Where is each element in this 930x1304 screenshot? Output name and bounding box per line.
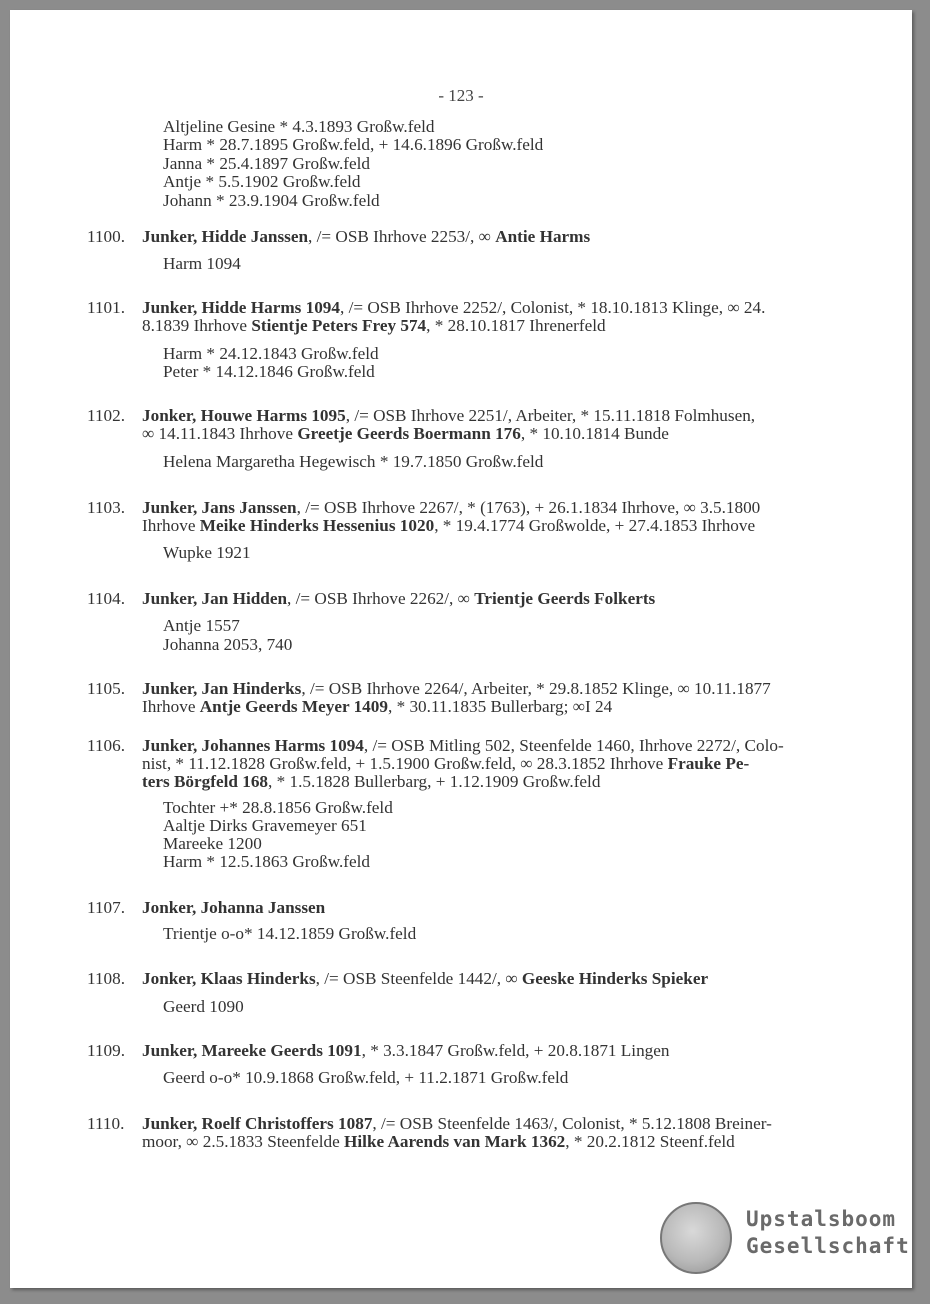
person-name: Junker, Hidde Harms 1094 xyxy=(142,298,340,317)
person-name: Junker, Jan Hidden xyxy=(142,589,288,608)
logo-line-2: Gesellschaft xyxy=(746,1234,910,1258)
entry-number: 1108. xyxy=(87,969,126,988)
entry-number: 1105. xyxy=(87,679,126,698)
entry-line xyxy=(142,228,590,246)
entry-line xyxy=(142,590,655,608)
person-name: Stientje Peters Frey 574 xyxy=(251,316,427,336)
entry-number: 1104. xyxy=(87,589,126,608)
person-name: Jonker, Johanna Janssen xyxy=(142,898,326,917)
entry-line xyxy=(142,755,749,773)
person-name: Jonker, Klaas Hinderks xyxy=(142,969,316,988)
entry-line xyxy=(142,1115,772,1133)
person-name: Junker, Hidde Janssen xyxy=(142,227,309,246)
entry-text: , * 10.10.1814 Bunde xyxy=(520,424,669,444)
child-line: Mareeke 1200 xyxy=(163,834,262,853)
entry-text: ∞ 14.11.1843 Ihrhove xyxy=(142,424,298,444)
entry-text: , /= OSB Ihrhove 2251/, Arbeiter, * 15.11.1818 Folmhusen, xyxy=(345,406,756,425)
entry-line xyxy=(142,425,669,443)
entry-text: , * 1.5.1828 Bullerbarg, + 1.12.1909 Großw.feld xyxy=(268,772,601,792)
entry-number: 1100. xyxy=(87,227,126,246)
entry-text: Ihrhove xyxy=(142,697,200,717)
document-page xyxy=(10,10,912,1288)
child-line: Harm 1094 xyxy=(163,254,241,273)
entry-line xyxy=(142,698,612,716)
entry-text: , /= OSB Steenfelde 1463/, Colonist, * 5.12.1808 Breiner- xyxy=(372,1114,772,1133)
child-line: Geerd 1090 xyxy=(163,997,244,1016)
person-name: Meike Hinderks Hessenius 1020 xyxy=(199,516,435,536)
entry-text: , /= OSB Mitling 502, Steenfelde 1460, Ihrhove 2272/, Colo- xyxy=(363,736,784,755)
child-line: Altjeline Gesine * 4.3.1893 Großw.feld xyxy=(163,117,435,136)
person-name: Junker, Johannes Harms 1094 xyxy=(142,736,364,755)
entry-number: 1106. xyxy=(87,736,126,755)
page-number: - 123 - xyxy=(438,86,484,105)
entry-text: , /= OSB Ihrhove 2253/, ∞ xyxy=(308,227,496,246)
entry-text: , /= OSB Ihrhove 2262/, ∞ xyxy=(287,589,475,608)
child-line: Geerd o-o* 10.9.1868 Großw.feld, + 11.2.1871 Großw.feld xyxy=(163,1068,569,1087)
child-line: Antje * 5.5.1902 Großw.feld xyxy=(163,172,361,192)
person-name: Junker, Mareeke Geerds 1091 xyxy=(142,1041,362,1060)
entry-text: nist, * 11.12.1828 Großw.feld, + 1.5.1900 Großw.feld, ∞ 28.3.1852 Ihrhove xyxy=(142,754,668,774)
entry-text: , * 30.11.1835 Bullerbarg; ∞I 24 xyxy=(387,697,613,717)
entry-text: , * 20.2.1812 Steenf.feld xyxy=(565,1132,735,1152)
child-line: Harm * 24.12.1843 Großw.feld xyxy=(163,344,379,363)
entry-text: , * 19.4.1774 Großwolde, + 27.4.1853 Ihrhove xyxy=(434,516,756,536)
entry-text: , * 3.3.1847 Großw.feld, + 20.8.1871 Lingen xyxy=(361,1041,670,1060)
entry-text: Ihrhove xyxy=(142,516,200,536)
entry-text: , /= OSB Ihrhove 2252/, Colonist, * 18.10.1813 Klinge, ∞ 24. xyxy=(340,298,766,317)
child-line: Antje 1557 xyxy=(163,616,240,635)
entry-text: , * 28.10.1817 Ihrenerfeld xyxy=(426,316,606,336)
seal-icon xyxy=(660,1202,732,1274)
entry-line xyxy=(142,773,600,791)
entry-line xyxy=(142,1133,735,1151)
person-name: Greetje Geerds Boermann 176 xyxy=(297,424,521,444)
person-name: Hilke Aarends van Mark 1362 xyxy=(344,1132,566,1152)
entry-line xyxy=(142,517,755,535)
entry-text: , /= OSB Ihrhove 2264/, Arbeiter, * 29.8.1852 Klinge, ∞ 10.11.1877 xyxy=(301,679,771,698)
entry-number: 1110. xyxy=(87,1114,125,1133)
entry-line xyxy=(142,1042,669,1060)
entry-text: moor, ∞ 2.5.1833 Steenfelde xyxy=(142,1132,345,1152)
person-name: Geeske Hinderks Spieker xyxy=(521,969,709,988)
entry-line xyxy=(142,680,771,698)
child-line: Harm * 28.7.1895 Großw.feld, + 14.6.1896 Großw.feld xyxy=(163,135,544,155)
child-line: Janna * 25.4.1897 Großw.feld xyxy=(163,153,371,173)
person-name: Jonker, Houwe Harms 1095 xyxy=(142,406,346,425)
child-line: Harm * 12.5.1863 Großw.feld xyxy=(163,852,371,871)
child-line: Helena Margaretha Hegewisch * 19.7.1850 Großw.feld xyxy=(163,452,544,471)
person-name: Antie Harms xyxy=(495,227,591,246)
entry-text: , /= OSB Steenfelde 1442/, ∞ xyxy=(315,969,522,988)
entry-line xyxy=(142,317,606,335)
entry-line xyxy=(142,970,708,988)
person-name: Junker, Jan Hinderks xyxy=(142,679,302,698)
entry-number: 1109. xyxy=(87,1041,126,1060)
person-name: Frauke Pe- xyxy=(667,754,750,774)
entry-number: 1107. xyxy=(87,898,126,917)
entry-text: 8.1839 Ihrhove xyxy=(142,316,252,336)
person-name: Junker, Roelf Christoffers 1087 xyxy=(142,1114,373,1133)
child-line: Tochter +* 28.8.1856 Großw.feld xyxy=(163,798,393,817)
entry-line xyxy=(142,899,325,917)
entry-line xyxy=(142,407,755,425)
person-name: ters Börgfeld 168 xyxy=(142,772,269,792)
society-logo xyxy=(660,1202,910,1276)
logo-line-1: Upstalsboom xyxy=(746,1207,897,1231)
entry-text: , /= OSB Ihrhove 2267/, * (1763), + 26.1.1834 Ihrhove, ∞ 3.5.1800 xyxy=(296,498,761,517)
entry-number: 1102. xyxy=(87,406,126,425)
child-line: Aaltje Dirks Gravemeyer 651 xyxy=(163,816,367,835)
person-name: Junker, Jans Janssen xyxy=(142,498,297,517)
child-line: Johann * 23.9.1904 Großw.feld xyxy=(163,190,380,210)
logo-text xyxy=(746,1206,910,1260)
entry-line xyxy=(142,499,760,517)
entry-number: 1101. xyxy=(87,298,126,317)
child-line: Johanna 2053, 740 xyxy=(163,635,293,654)
entry-line xyxy=(142,299,765,317)
entry-line xyxy=(142,737,784,755)
child-line: Peter * 14.12.1846 Großw.feld xyxy=(163,362,375,381)
person-name: Antje Geerds Meyer 1409 xyxy=(199,697,388,717)
child-line: Wupke 1921 xyxy=(163,543,251,562)
child-line: Trientje o-o* 14.12.1859 Großw.feld xyxy=(163,924,417,943)
entry-number: 1103. xyxy=(87,498,126,517)
person-name: Trientje Geerds Folkerts xyxy=(474,589,656,608)
